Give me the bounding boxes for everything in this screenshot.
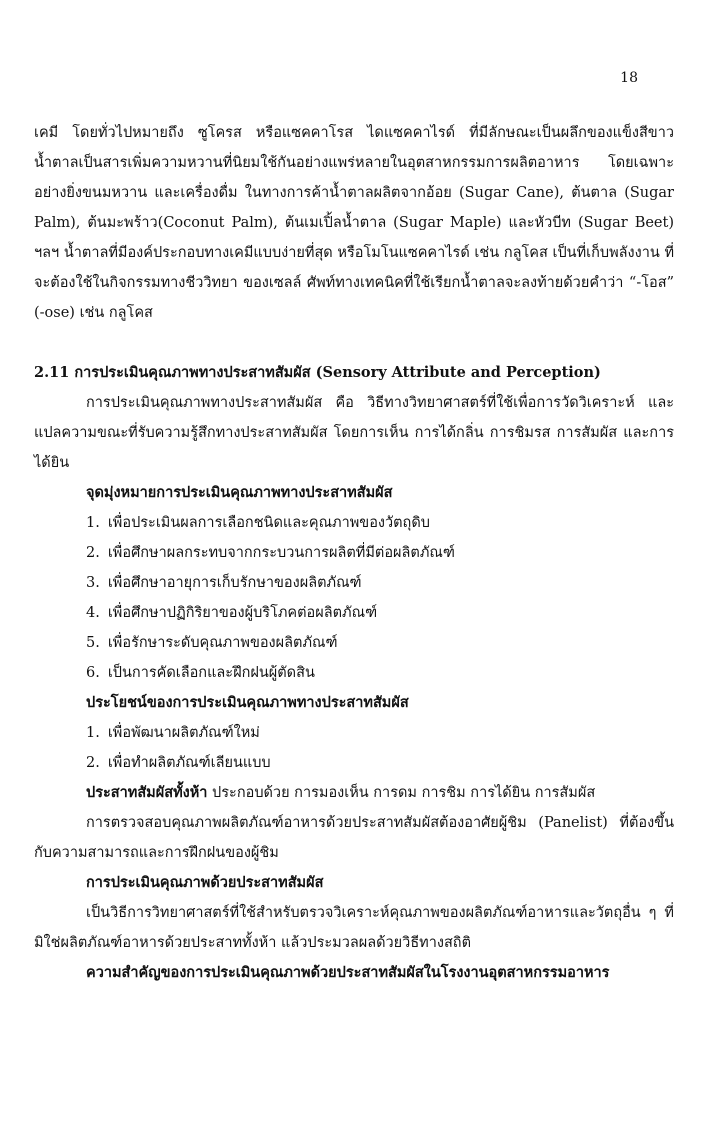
five-senses-line bbox=[34, 778, 674, 808]
sensory-eval-text: เป็นวิธีการวิทยาศาสตร์ที่ใช้สำหรับตรวจวิเคราะห์คุณภาพของผลิตภัณฑ์อาหารและวัตถุอื่น ๆ ที่มิใช่ผลิตภัณฑ์อาหารด้วยประสาททั้งห้า แล้วประมวลผลด้วยวิธีทางสถิติ bbox=[34, 905, 674, 951]
section-definition: การประเมินคุณภาพทางประสาทสัมผัส คือ วิธีทางวิทยาศาสตร์ที่ใช้เพื่อการวัดวิเคราะห์ และแปลความขณะที่รับความรู้สึกทางประสาทสัมผัส โดยการเห็น การได้กลิ่น การชิมรส การสัมผัส และการได้ยิน bbox=[34, 395, 674, 471]
importance-heading: ความสำคัญของการประเมินคุณภาพด้วยประสาทสัมผัสในโรงงานอุตสาหกรรมอาหาร bbox=[86, 964, 610, 981]
section-number: 2.11 bbox=[34, 364, 70, 381]
benefits-heading: ประโยชน์ของการประเมินคุณภาพทางประสาทสัมผัส bbox=[86, 694, 409, 711]
list-item: 4. เพื่อศึกษาปฏิกิริยาของผู้บริโภคต่อผลิตภัณฑ์ bbox=[86, 605, 378, 621]
five-senses-label: ประสาทสัมผัสทั้งห้า bbox=[86, 784, 208, 801]
list-item: 1. เพื่อประเมินผลการเลือกชนิดและคุณภาพของวัตถุดิบ bbox=[86, 515, 430, 531]
list-item: 2. เพื่อทำผลิตภัณฑ์เลียนแบบ bbox=[86, 755, 271, 771]
list-item: 5. เพื่อรักษาระดับคุณภาพของผลิตภัณฑ์ bbox=[86, 635, 338, 651]
page-content bbox=[34, 118, 674, 988]
objectives-list bbox=[34, 508, 674, 688]
page-number: 18 bbox=[620, 70, 638, 86]
sensory-eval-heading: การประเมินคุณภาพด้วยประสาทสัมผัส bbox=[86, 874, 324, 891]
five-senses-text: ประกอบด้วย การมองเห็น การดม การชิม การได้ยิน การสัมผัส bbox=[207, 785, 596, 801]
benefits-list bbox=[34, 718, 674, 778]
section-title: การประเมินคุณภาพทางประสาทสัมผัส (Sensory Attribute and Perception) bbox=[74, 364, 601, 381]
objectives-heading: จุดมุ่งหมายการประเมินคุณภาพทางประสาทสัมผัส bbox=[86, 484, 393, 501]
section-heading bbox=[34, 358, 674, 388]
intro-paragraph: เคมี โดยทั่วไปหมายถึง ซูโครส หรือแซคคาโรส ไดแซคคาไรด์ ที่มีลักษณะเป็นผลึกของแข็งสีขาว น้ำตาลเป็นสารเพิ่มความหวานที่นิยมใช้กันอย่างแพร่หลายในอุตสาหกรรมการผลิตอาหาร โดยเฉพาะอย่างยิ่งขนมหวาน และเครื่องดื่ม ในทางการค้าน้ำตาลผลิตจากอ้อย (Sugar Cane), ต้นตาล (Sugar Palm), ต้นมะพร้าว(Coconut Palm), ต้นเมเปิ้ลน้ำตาล (Sugar Maple) และหัวบีท (Sugar Beet) ฯลฯ น้ำตาลที่มีองค์ประกอบทางเคมีแบบง่ายที่สุด หรือโมโนแซคคาไรด์ เช่น กลูโคส เป็นที่เก็บพลังงาน ที่จะต้องใช้ในกิจกรรมทางชีววิทยา ของเซลล์ ศัพท์ทางเทคนิคที่ใช้เรียกน้ำตาลจะลงท้ายด้วยคำว่า “-โอส” (-ose) เช่น กลูโคส bbox=[34, 125, 674, 321]
list-item: 6. เป็นการคัดเลือกและฝึกฝนผู้ตัดสิน bbox=[86, 665, 315, 681]
list-item: 1. เพื่อพัฒนาผลิตภัณฑ์ใหม่ bbox=[86, 725, 260, 741]
panelist-paragraph: การตรวจสอบคุณภาพผลิตภัณฑ์อาหารด้วยประสาทสัมผัสต้องอาศัยผู้ชิม (Panelist) ที่ต้องขึ้นกับความสามารถและการฝึกฝนของผู้ชิม bbox=[34, 815, 674, 861]
list-item: 3. เพื่อศึกษาอายุการเก็บรักษาของผลิตภัณฑ์ bbox=[86, 575, 362, 591]
list-item: 2. เพื่อศึกษาผลกระทบจากกระบวนการผลิตที่มีต่อผลิตภัณฑ์ bbox=[86, 545, 455, 561]
